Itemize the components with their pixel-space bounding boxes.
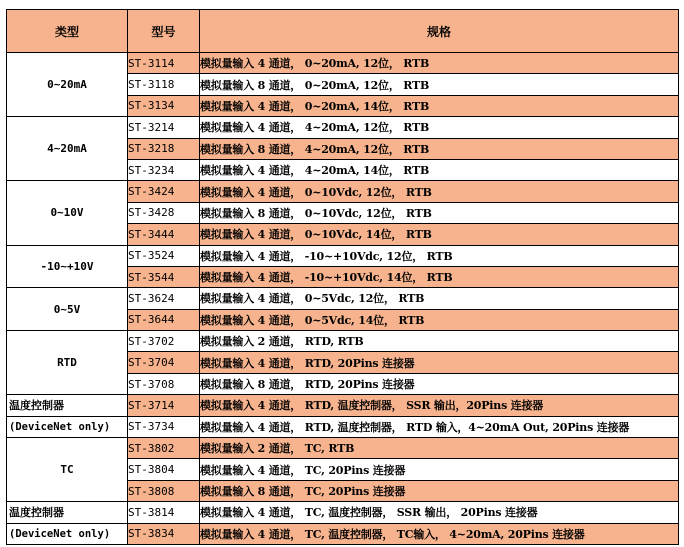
spec-cell: 模拟量输入 4 通道， TC, 温度控制器， SSR 输出， 20Pins 连接器 bbox=[200, 502, 679, 523]
table-row bbox=[7, 288, 679, 309]
table-row bbox=[7, 438, 679, 459]
spec-cell: 模拟量输入 8 通道， 0~10Vdc, 12位， RTB bbox=[200, 202, 679, 223]
model-cell: ST-3544 bbox=[128, 266, 200, 287]
model-cell: ST-3802 bbox=[128, 438, 200, 459]
spec-cell: 模拟量输入 8 通道， RTD, 20Pins 连接器 bbox=[200, 373, 679, 394]
spec-cell: 模拟量输入 4 通道， RTD, 温度控制器， RTD 输入，4~20mA Out, 20Pins 连接器 bbox=[200, 416, 679, 437]
type-cell bbox=[7, 395, 128, 438]
model-cell: ST-3444 bbox=[128, 224, 200, 245]
table-row bbox=[7, 395, 679, 416]
spec-cell: 模拟量输入 4 通道， 0~10Vdc, 14位， RTB bbox=[200, 224, 679, 245]
model-cell: ST-3644 bbox=[128, 309, 200, 330]
table-row bbox=[7, 245, 679, 266]
model-cell: ST-3424 bbox=[128, 181, 200, 202]
spec-table-body bbox=[7, 53, 679, 545]
type-label: 温度控制器 bbox=[7, 396, 127, 417]
model-cell: ST-3118 bbox=[128, 74, 200, 95]
model-cell: ST-3804 bbox=[128, 459, 200, 480]
table-row bbox=[7, 181, 679, 202]
model-cell: ST-3708 bbox=[128, 373, 200, 394]
spec-table bbox=[6, 9, 679, 545]
spec-cell: 模拟量输入 4 通道， RTD, 20Pins 连接器 bbox=[200, 352, 679, 373]
model-cell: ST-3704 bbox=[128, 352, 200, 373]
type-cell: RTD bbox=[7, 331, 128, 395]
model-cell: ST-3624 bbox=[128, 288, 200, 309]
header-model: 型号 bbox=[128, 10, 200, 53]
model-cell: ST-3218 bbox=[128, 138, 200, 159]
spec-cell: 模拟量输入 8 通道， 0~20mA, 12位， RTB bbox=[200, 74, 679, 95]
model-cell: ST-3234 bbox=[128, 159, 200, 180]
table-row bbox=[7, 502, 679, 523]
spec-cell: 模拟量输入 4 通道， -10~+10Vdc, 14位， RTB bbox=[200, 266, 679, 287]
spec-cell: 模拟量输入 4 通道， -10~+10Vdc, 12位， RTB bbox=[200, 245, 679, 266]
spec-cell: 模拟量输入 4 通道， TC, 20Pins 连接器 bbox=[200, 459, 679, 480]
spec-cell: 模拟量输入 4 通道， 0~5Vdc, 12位， RTB bbox=[200, 288, 679, 309]
spec-cell: 模拟量输入 4 通道， RTD, 温度控制器， SSR 输出，20Pins 连接器 bbox=[200, 395, 679, 416]
type-cell: -10~+10V bbox=[7, 245, 128, 288]
model-cell: ST-3734 bbox=[128, 416, 200, 437]
spec-cell: 模拟量输入 2 通道， TC, RTB bbox=[200, 438, 679, 459]
spec-cell: 模拟量输入 8 通道， 4~20mA, 12位， RTB bbox=[200, 138, 679, 159]
type-cell: TC bbox=[7, 438, 128, 502]
header-spec: 规格 bbox=[200, 10, 679, 53]
table-row bbox=[7, 117, 679, 138]
model-cell: ST-3714 bbox=[128, 395, 200, 416]
model-cell: ST-3428 bbox=[128, 202, 200, 223]
type-cell: 4~20mA bbox=[7, 117, 128, 181]
model-cell: ST-3524 bbox=[128, 245, 200, 266]
type-cell: 0~10V bbox=[7, 181, 128, 245]
spec-cell: 模拟量输入 4 通道， 0~5Vdc, 14位， RTB bbox=[200, 309, 679, 330]
type-sublabel: (DeviceNet only) bbox=[7, 417, 127, 437]
type-cell bbox=[7, 502, 128, 545]
spec-cell: 模拟量输入 2 通道， RTD, RTB bbox=[200, 331, 679, 352]
table-row bbox=[7, 331, 679, 352]
table-row bbox=[7, 53, 679, 74]
type-cell: 0~5V bbox=[7, 288, 128, 331]
model-cell: ST-3808 bbox=[128, 480, 200, 501]
type-sublabel: (DeviceNet only) bbox=[7, 524, 127, 544]
spec-cell: 模拟量输入 4 通道， 4~20mA, 12位， RTB bbox=[200, 117, 679, 138]
model-cell: ST-3834 bbox=[128, 523, 200, 544]
model-cell: ST-3214 bbox=[128, 117, 200, 138]
model-cell: ST-3814 bbox=[128, 502, 200, 523]
type-cell: 0~20mA bbox=[7, 53, 128, 117]
spec-cell: 模拟量输入 4 通道， 4~20mA, 14位， RTB bbox=[200, 159, 679, 180]
model-cell: ST-3134 bbox=[128, 95, 200, 116]
spec-cell: 模拟量输入 4 通道， TC, 温度控制器， TC输入， 4~20mA, 20Pins 连接器 bbox=[200, 523, 679, 544]
spec-table-container bbox=[6, 9, 679, 545]
spec-cell: 模拟量输入 4 通道， 0~10Vdc, 12位， RTB bbox=[200, 181, 679, 202]
spec-cell: 模拟量输入 8 通道， TC, 20Pins 连接器 bbox=[200, 480, 679, 501]
type-label: 温度控制器 bbox=[7, 503, 127, 524]
spec-cell: 模拟量输入 4 通道， 0~20mA, 12位， RTB bbox=[200, 53, 679, 74]
header-type: 类型 bbox=[7, 10, 128, 53]
spec-cell: 模拟量输入 4 通道， 0~20mA, 14位， RTB bbox=[200, 95, 679, 116]
header-row bbox=[7, 10, 679, 53]
model-cell: ST-3114 bbox=[128, 53, 200, 74]
model-cell: ST-3702 bbox=[128, 331, 200, 352]
